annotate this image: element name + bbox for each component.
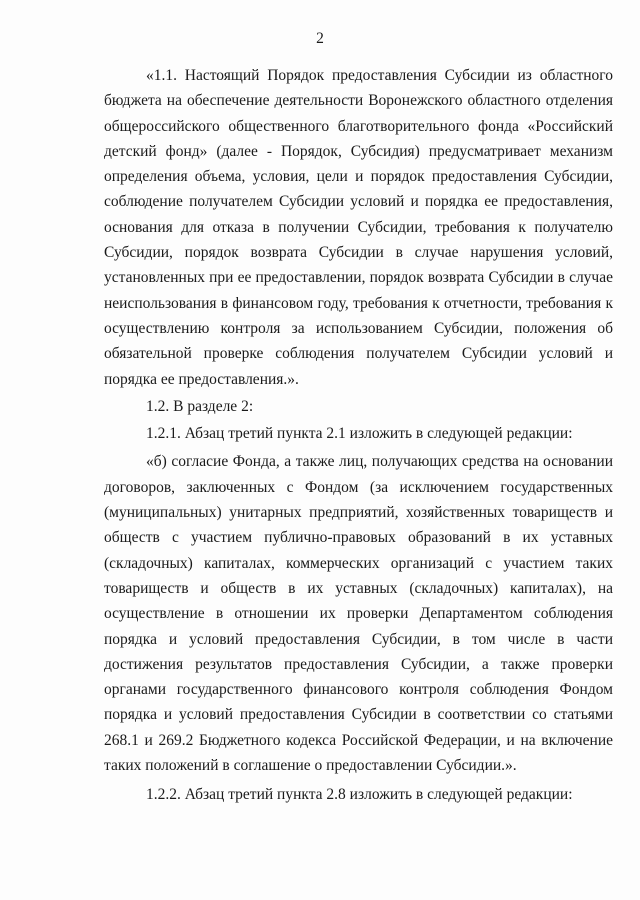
- paragraph-1-1: «1.1. Настоящий Порядок предоставления Субсидии из областного бюджета на обеспечение деятельности Воронежского областного отделения общероссийского общественного благотворительного фонда «Российский детский фонд» (далее - Порядок, Субсидия) предусматривает механизм определения объема, условия, цели и порядок предоставления Субсидии, соблюдение получателем Субсидии условий и порядка ее предоставления, основания для отказа в получении Субсидии, требования к получателю Субсидии, порядок возврата Субсидии в случае нарушения условий, установленных при ее предоставлении, порядок возврата Субсидии в случае неиспользования в финансовом году, требования к отчетности, требования к осуществлению контроля за использованием Субсидии, положения об обязательной проверке соблюдения получателем Субсидии условий и порядка ее предоставления.».: [104, 67, 613, 388]
- paragraph-1-2-1: 1.2.1. Абзац третий пункта 2.1 изложить в следующей редакции:: [146, 425, 573, 443]
- document-body: [104, 63, 613, 808]
- paragraph-1-2-2: 1.2.2. Абзац третий пункта 2.8 изложить в следующей редакции:: [146, 786, 573, 804]
- paragraph-quote-b: «б) согласие Фонда, а также лиц, получающих средства на основании договоров, заключенных с Фондом (за исключением государственных (муниципальных) унитарных предприятий, хозяйственных товариществ и обществ с участием публично-правовых образований в их уставных (складочных) капиталах, коммерческих организаций с участием таких товариществ и обществ в их уставных (складочных) капиталах), на осуществление в отношении их проверки Департаментом соблюдения порядка и условий предоставления Субсидии, в том числе в части достижения результатов предоставления Субсидии, а также проверки органами государственного финансового контроля соблюдения Фондом порядка и условий предоставления Субсидии в соответствии со статьями 268.1 и 269.2 Бюджетного кодекса Российской Федерации, и на включение таких положений в соглашение о предоставлении Субсидии.».: [104, 453, 613, 775]
- paragraph-1-2: 1.2. В разделе 2:: [146, 397, 254, 415]
- page-number: 2: [316, 30, 324, 47]
